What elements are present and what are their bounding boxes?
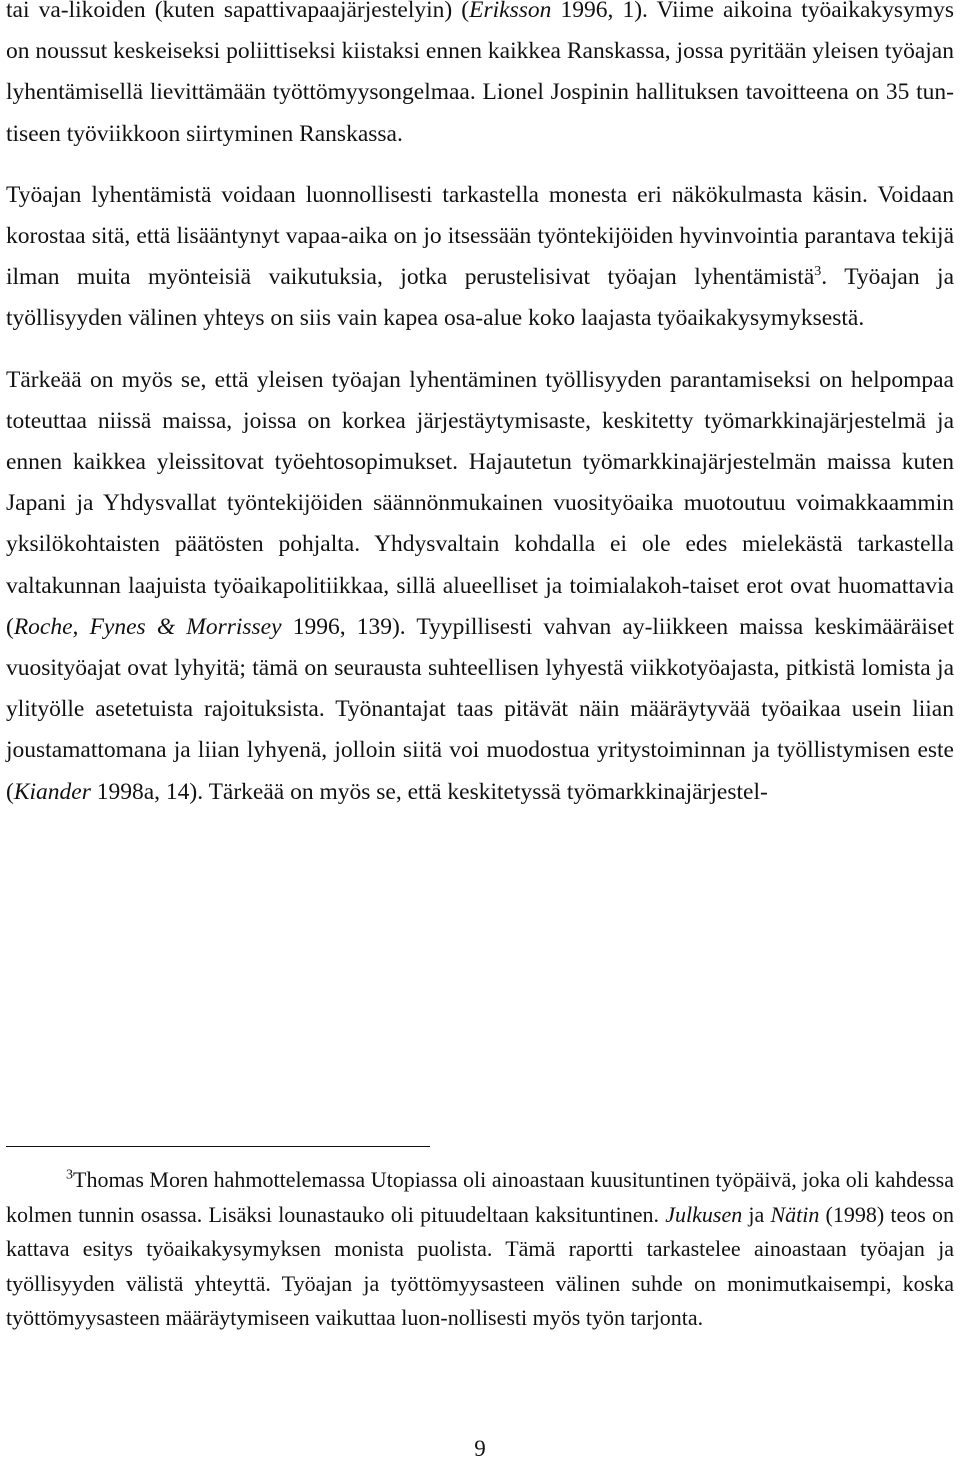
paragraph-text: 1996, 139). Tyypillisesti vahvan ay-liikkeen maissa keskimääräiset vuosityöajat ovat lyhyitä; tämä on seurausta suhteellisen lyhyestä viikkotyöajasta, pitkistä lomista ja ylityölle asetetuista rajoituksista. Työnantajat taas pitävät näin määräytyvää työaikaa usein liian joustamattomana ja liian lyhyenä, jolloin siitä voi muodostua yritystoiminnan ja työllistymisen este ( (6, 613, 954, 805)
body-paragraph (6, 360, 954, 813)
document-page (6, 0, 954, 813)
paragraph-text: 1996, 1). Viime aikoina työaikakysymys on noussut keskeiseksi poliittiseksi kiistaksi ennen kaikkea Ranskassa, jossa pyritään yleisen työajan lyhentämisellä lievittämään työttömyysongelmaa. Lionel Jospinin hallituksen tavoitteena on 35 tun-tiseen työviikkoon siirtyminen Ranskassa. (6, 0, 954, 147)
citation-author: Roche, Fynes & Morrissey (13, 613, 282, 640)
footnote-divider (6, 1146, 430, 1147)
paragraph-text: Työajan lyhentämistä voidaan luonnollisesti tarkastella monesta eri näkökulmasta käsin. Voidaan korostaa sitä, että lisääntynyt vapaa-aika on jo itsessään työntekijöiden hyvinvointia parantava tekijä ilman muita myönteisiä vaikutuksia, jotka perustelisivat työajan lyhentämistä (6, 181, 954, 291)
citation-author: Eriksson (469, 0, 552, 23)
paragraph-text: 1998a, 14). Tärkeää on myös se, että keskitetyssä työmarkkinajärjestel- (90, 778, 768, 805)
footnote-text: (1998) teos on kattava esitys työaikakysymyksen monista puolista. Tämä raportti tarkastelee ainoastaan työajan ja työllisyyden välistä yhteyttä. Työajan ja työttömyysasteen välinen suhde on monimutkaisempi, koska työttömyysasteen määräytymiseen vaikuttaa luon-nollisesti myös työn tarjonta. (6, 1201, 954, 1330)
footnote-text: Thomas Moren hahmottelemassa Utopiassa oli ainoastaan kuusituntinen työpäivä, joka oli kahdessa kolmen tunnin osassa. Lisäksi lounastauko oli pituudeltaan kaksituntinen. (6, 1167, 954, 1227)
citation-author: Nätin (770, 1201, 820, 1227)
page-number: 9 (474, 1436, 486, 1461)
body-paragraph (6, 175, 954, 340)
footnote-marker: 3 (66, 1167, 73, 1183)
citation-author: Kiander (13, 778, 91, 805)
paragraph-text: tai va-likoiden (kuten sapattivapaajärjestelyin) ( (6, 0, 470, 23)
paragraph-text: Tärkeää on myös se, että yleisen työajan lyhentäminen työllisyyden parantamiseksi on helpompaa toteuttaa niissä maissa, joissa on korkea järjestäytymisaste, keskitetty työmarkkinajärjestelmä ja ennen kaikkea yleissitovat työehtosopimukset. Hajautetun työmarkkinajärjestelmän maissa kuten Japani ja Yhdysvallat työntekijöiden säännönmukainen vuosityöaika muotoutuu voimakkaammin yksilökohtaisten päätösten pohjalta. Yhdysvaltain kohdalla ei ole edes mielekästä tarkastella valtakunnan laajuista työaikapolitiikkaa, sillä alueelliset ja toimialakoh-taiset erot ovat huomattavia ( (6, 366, 954, 640)
footnote-text: ja (742, 1201, 771, 1227)
citation-author: Julkusen (665, 1201, 743, 1227)
body-paragraph (6, 0, 954, 155)
footnote (6, 1163, 954, 1336)
footnote-reference[interactable]: 3 (814, 264, 822, 280)
paragraph-text: . Työajan ja työllisyyden välinen yhteys on siis vain kapea osa-alue koko laajasta työaikakysymyksestä. (6, 264, 955, 332)
